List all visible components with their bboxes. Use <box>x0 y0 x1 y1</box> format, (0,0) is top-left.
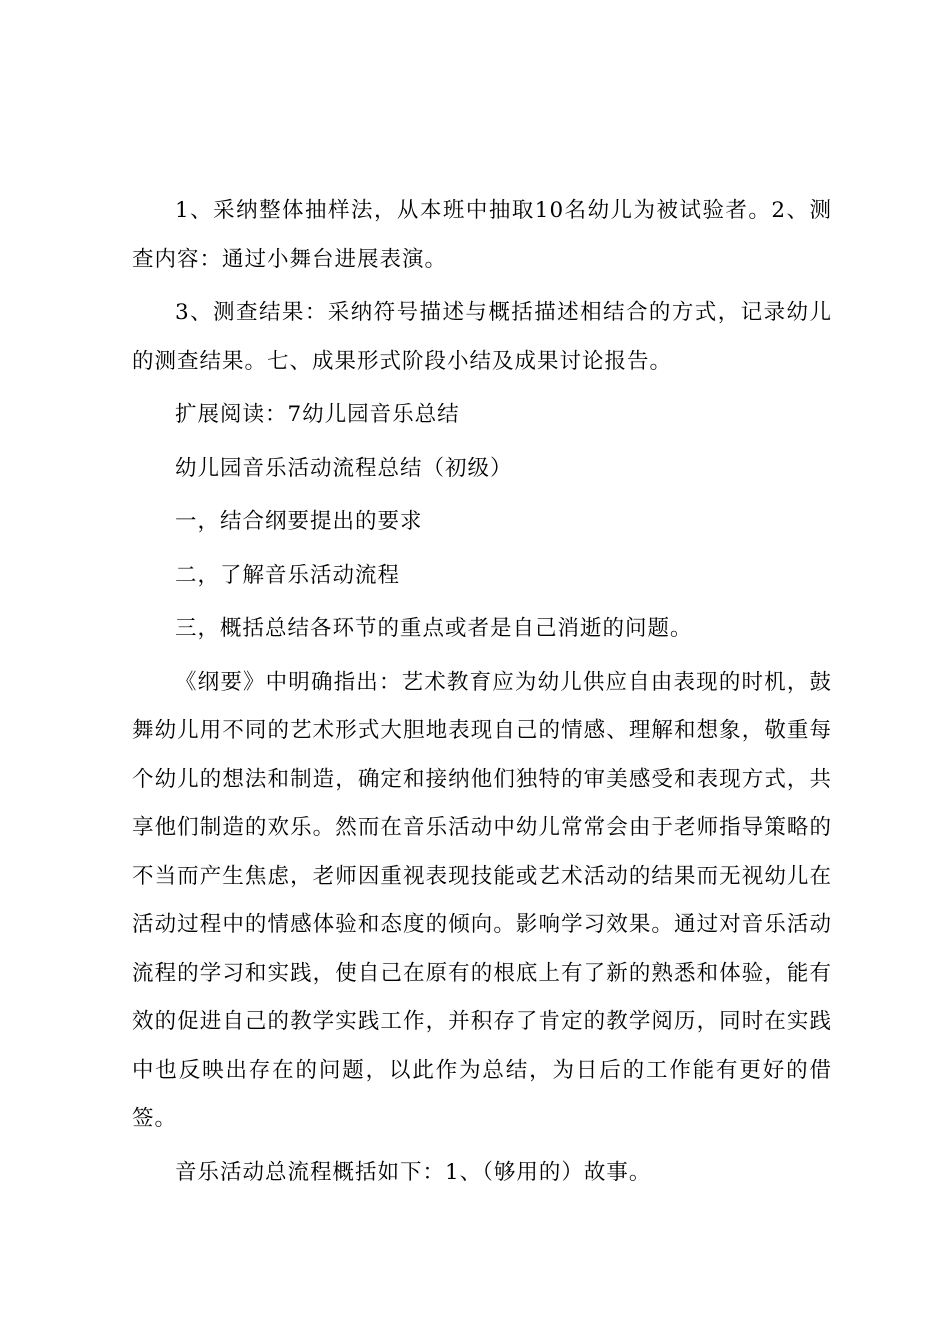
paragraph-guideline-body: 《纲要》中明确指出：艺术教育应为幼儿供应自由表现的时机，鼓舞幼儿用不同的艺术形式大胆地表现自己的情感、理解和想象，敬重每个幼儿的想法和制造，确定和接纳他们独特的审美感受和表现方式，共享他们制造的欢乐。然而在音乐活动中幼儿常常会由于老师指导策略的不当而产生焦虑，老师因重视表现技能或艺术活动的结果而无视幼儿在活动过程中的情感体验和态度的倾向。影响学习效果。通过对音乐活动流程的学习和实践，使自己在原有的根底上有了新的熟悉和体验，能有效的促进自己的教学实践工作，并积存了肯定的教学阅历，同时在实践中也反映出存在的问题，以此作为总结，为日后的工作能有更好的借签。 <box>132 669 832 1131</box>
paragraph-extended-reading: 扩展阅读：7幼儿园音乐总结 <box>175 402 460 427</box>
paragraph-process-summary: 音乐活动总流程概括如下：1、（够用的）故事。 <box>175 1159 652 1185</box>
paragraph-sampling-method: 1、采纳整体抽样法，从本班中抽取10名幼儿为被试验者。2、测查内容：通过小舞台进展表演。 <box>132 198 832 272</box>
paragraph-test-results: 3、测查结果：采纳符号描述与概括描述相结合的方式，记录幼儿的测查结果。七、成果形式阶段小结及成果讨论报告。 <box>132 300 832 374</box>
paragraph-list-item-1: 一，结合纲要提出的要求 <box>175 509 423 534</box>
paragraph-list-item-2: 二，了解音乐活动流程 <box>175 562 401 588</box>
paragraph-section-title: 幼儿园音乐活动流程总结（初级） <box>175 455 513 481</box>
document-body <box>132 187 832 1197</box>
paragraph-list-item-3: 三，概括总结各环节的重点或者是自己消逝的问题。 <box>175 616 693 641</box>
